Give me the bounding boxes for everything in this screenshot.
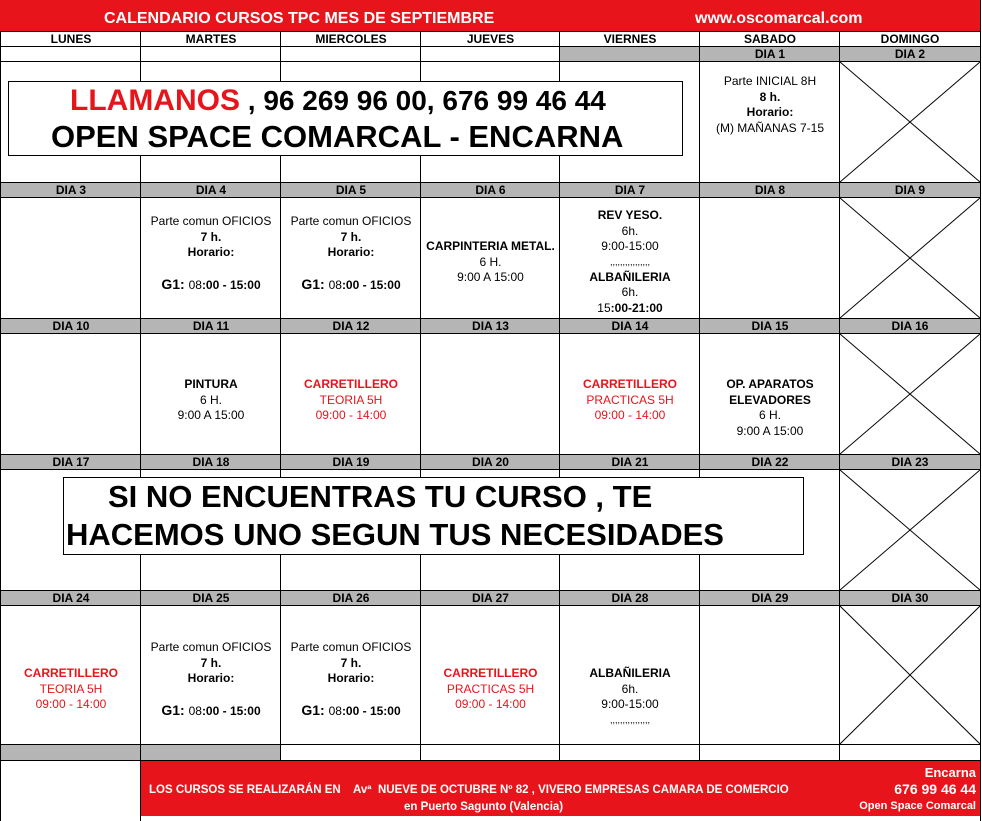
day-label-7: DIA 7 xyxy=(614,183,646,197)
grid-line xyxy=(0,760,981,761)
day15-course xyxy=(700,377,840,439)
day14-course xyxy=(560,377,700,424)
carretillero-schedule: 09:00 - 14:00 xyxy=(594,408,666,422)
day-label-4: DIA 4 xyxy=(195,183,227,197)
day-label-22: DIA 22 xyxy=(751,455,789,469)
day-label-19: DIA 19 xyxy=(332,455,370,469)
grid-line xyxy=(0,197,981,198)
day7-hours1: 6h. xyxy=(621,223,639,238)
day15-title1: OP. APARATOS xyxy=(726,377,814,391)
website-link[interactable]: www.oscomarcal.com xyxy=(695,10,863,27)
day1-horario: Horario: xyxy=(746,105,794,119)
day28-course xyxy=(560,666,700,728)
day-label-11: DIA 11 xyxy=(192,319,230,333)
day6-title: CARPINTERIA METAL. xyxy=(426,239,555,253)
custom-line1: SI NO ENCUENTRAS TU CURSO , TE xyxy=(108,479,653,514)
footer-city: en Puerto Sagunto (Valencia) xyxy=(404,801,564,813)
day-label-1: DIA 1 xyxy=(754,47,786,61)
oficios-horario: Horario: xyxy=(327,671,375,685)
grid-line xyxy=(0,469,981,470)
carretillero-title: CARRETILLERO xyxy=(304,377,398,391)
day-label-13: DIA 13 xyxy=(472,319,509,333)
day1-line1: Parte INICIAL 8H xyxy=(723,74,817,88)
day7-schedule1: 9:00-15:00 xyxy=(601,239,659,253)
day1-schedule: (M) MAÑANAS 7-15 xyxy=(715,120,825,135)
day28-title: ALBAÑILERIA xyxy=(589,666,671,680)
day-label-12: DIA 12 xyxy=(332,319,370,333)
oficios-horario: Horario: xyxy=(187,245,235,259)
oficios-group: G1: 08:00 - 15:00 xyxy=(161,275,261,292)
day-label-3: DIA 3 xyxy=(55,183,87,197)
carretillero-practicas: PRACTICAS 5H xyxy=(446,681,535,696)
oficios-title: Parte comun OFICIOS xyxy=(150,640,272,654)
custom-line2: HACEMOS UNO SEGUN TUS NECESIDADES xyxy=(66,517,724,552)
day25-course xyxy=(141,640,281,719)
weekday-lunes: LUNES xyxy=(50,32,92,46)
footer-address: LOS CURSOS SE REALIZARÁN EN Avª NUEVE DE OCTUBRE Nº 82 , VIVERO EMPRESAS CAMARA DE COMERCIO xyxy=(149,784,789,796)
grid-line xyxy=(980,0,981,821)
calendar-title: CALENDARIO CURSOS TPC MES DE SEPTIEMBRE xyxy=(104,10,495,27)
day11-hours: 6 H. xyxy=(199,392,222,407)
call-org: OPEN SPACE COMARCAL - ENCARNA xyxy=(51,119,624,154)
sunday-cross-icon xyxy=(840,334,980,454)
carretillero-schedule: 09:00 - 14:00 xyxy=(315,408,387,422)
day-label-18: DIA 18 xyxy=(192,455,230,469)
sunday-cross-icon xyxy=(840,62,980,182)
carretillero-title: CARRETILLERO xyxy=(443,666,538,680)
day-label-16: DIA 16 xyxy=(891,319,929,333)
oficios-group: G1: 08:00 - 15:00 xyxy=(161,701,261,718)
grid-line xyxy=(0,31,981,32)
day-label-21: DIA 21 xyxy=(611,455,649,469)
oficios-group: G1: 08:00 - 15:00 xyxy=(301,701,401,718)
carretillero-title: CARRETILLERO xyxy=(583,377,677,391)
carretillero-schedule: 09:00 - 14:00 xyxy=(35,697,107,711)
sunday-cross-icon xyxy=(840,606,980,744)
oficios-hours: 7 h. xyxy=(200,229,222,244)
oficios-hours: 7 h. xyxy=(340,655,362,670)
day-label-10: DIA 10 xyxy=(52,319,90,333)
day6-schedule: 9:00 A 15:00 xyxy=(457,270,524,284)
day-label-20: DIA 20 xyxy=(472,455,509,469)
day15-schedule: 9:00 A 15:00 xyxy=(736,423,804,438)
day15-hours: 6 H. xyxy=(758,408,781,422)
footer-contact-org: Open Space Comarcal xyxy=(859,800,976,812)
day-label-27: DIA 27 xyxy=(472,591,509,605)
day-label-6: DIA 6 xyxy=(475,183,506,197)
call-line xyxy=(70,84,606,118)
oficios-title: Parte comun OFICIOS xyxy=(290,214,412,228)
day28-separator: ,,,,,,,,,,,,,,,, xyxy=(609,714,650,725)
oficios-horario: Horario: xyxy=(187,671,235,685)
weekday-martes: MARTES xyxy=(185,32,237,46)
day-label-26: DIA 26 xyxy=(332,591,370,605)
day7-title2: ALBAÑILERIA xyxy=(589,269,671,284)
day-label-24: DIA 24 xyxy=(52,591,90,605)
oficios-hours: 7 h. xyxy=(340,229,362,244)
day15-title2: ELEVADORES xyxy=(729,392,811,407)
oficios-hours: 7 h. xyxy=(200,655,222,670)
day7-title1: REV YESO. xyxy=(597,208,663,222)
weekday-domingo: DOMINGO xyxy=(880,32,940,46)
grid-line xyxy=(0,605,981,606)
day1-hours: 8 h. xyxy=(759,89,781,104)
day6-course xyxy=(421,239,560,286)
day7-hours2: 6h. xyxy=(621,285,639,299)
day-label-17: DIA 17 xyxy=(52,455,90,469)
footer-contact-name: Encarna xyxy=(924,765,976,780)
bottom-gray-bar xyxy=(1,745,281,760)
day24-course xyxy=(1,666,141,713)
sunday-cross-icon xyxy=(840,198,980,318)
weekday-viernes: VIERNES xyxy=(603,32,657,46)
day11-course xyxy=(141,377,281,424)
day7-separator: ,,,,,,,,,,,,,,,, xyxy=(609,256,650,267)
weekday-jueves: JUEVES xyxy=(466,32,515,46)
day-label-2: DIA 2 xyxy=(894,47,926,61)
carretillero-schedule: 09:00 - 14:00 xyxy=(455,697,526,711)
oficios-title: Parte comun OFICIOS xyxy=(290,640,412,654)
weekday-sabado: SABADO xyxy=(743,32,796,46)
carretillero-title: CARRETILLERO xyxy=(24,666,118,680)
carretillero-teoria: TEORIA 5H xyxy=(319,392,383,407)
carretillero-teoria: TEORIA 5H xyxy=(39,681,103,696)
day28-schedule: 9:00-15:00 xyxy=(601,697,659,711)
day-label-30: DIA 30 xyxy=(891,591,929,605)
day-label-29: DIA 29 xyxy=(751,591,789,605)
day27-course xyxy=(421,666,560,713)
day11-title: PINTURA xyxy=(184,377,238,391)
oficios-horario: Horario: xyxy=(327,245,375,259)
day7-schedule2: 15:00-21:00 xyxy=(597,300,663,315)
grid-line xyxy=(0,61,981,62)
day11-schedule: 9:00 A 15:00 xyxy=(177,408,245,422)
day-label-15: DIA 15 xyxy=(751,319,789,333)
call-phones[interactable]: , 96 269 96 00, 676 99 46 44 xyxy=(239,85,606,116)
sunday-cross-icon xyxy=(840,470,980,590)
call-label: LLAMANOS xyxy=(70,84,240,117)
oficios-group: G1: 08:00 - 15:00 xyxy=(301,275,401,292)
day-label-14: DIA 14 xyxy=(611,319,649,333)
day5-course xyxy=(281,214,421,293)
day-label-9: DIA 9 xyxy=(894,183,926,197)
day-label-23: DIA 23 xyxy=(891,455,929,469)
day6-hours: 6 H. xyxy=(479,254,502,269)
day-label-8: DIA 8 xyxy=(754,183,786,197)
day1-course xyxy=(700,74,840,136)
grid-line xyxy=(0,333,981,334)
day7-course xyxy=(560,208,700,316)
day12-course xyxy=(281,377,421,424)
weekday-miercoles: MIERCOLES xyxy=(315,32,387,46)
day26-course xyxy=(281,640,421,719)
day28-hours: 6h. xyxy=(621,681,639,696)
grid-line xyxy=(0,744,981,745)
oficios-title: Parte comun OFICIOS xyxy=(150,214,272,228)
day-label-25: DIA 25 xyxy=(192,591,230,605)
day-label-28: DIA 28 xyxy=(611,591,649,605)
day-label-5: DIA 5 xyxy=(335,183,367,197)
day4-course xyxy=(141,214,281,293)
carretillero-practicas: PRACTICAS 5H xyxy=(586,392,674,407)
footer-contact-phone[interactable]: 676 99 46 44 xyxy=(894,781,976,797)
